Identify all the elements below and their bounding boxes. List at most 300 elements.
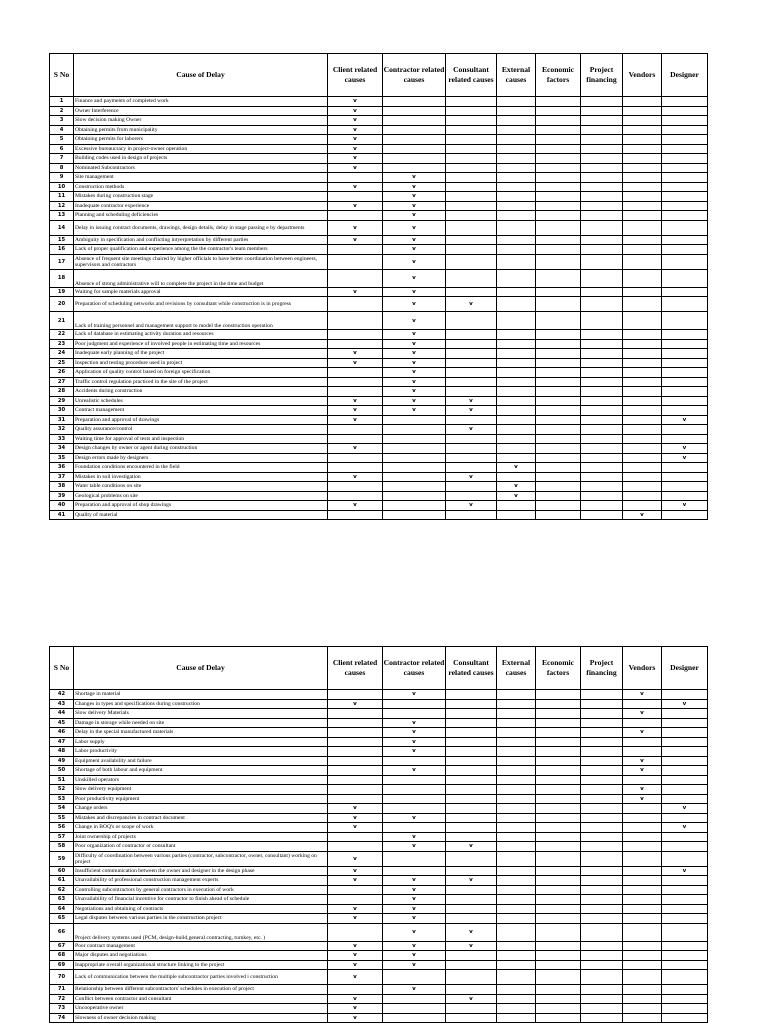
cause-of-delay: Delay in the special manufactured materials — [74, 728, 328, 738]
category-cell — [328, 737, 383, 747]
check-mark: v — [328, 135, 383, 145]
check-mark: v — [383, 960, 446, 970]
category-cell — [581, 876, 623, 886]
row-number: 9 — [50, 173, 74, 183]
check-mark: v — [383, 690, 446, 700]
row-number: 72 — [50, 994, 74, 1004]
check-mark: v — [383, 192, 446, 202]
category-cell — [497, 794, 536, 804]
cause-of-delay: Shortage in material — [74, 690, 328, 700]
category-cell — [581, 885, 623, 895]
row-number: 15 — [50, 235, 74, 245]
check-mark: v — [328, 415, 383, 425]
category-cell — [328, 923, 383, 941]
header-consultant: Consultant related causes — [446, 54, 497, 97]
category-cell — [581, 823, 623, 833]
cause-of-delay: Mistakes and discrepancies in contract document — [74, 813, 328, 823]
category-cell — [383, 794, 446, 804]
category-cell — [446, 766, 497, 776]
category-cell — [581, 1004, 623, 1014]
check-mark: v — [383, 813, 446, 823]
category-cell — [662, 960, 708, 970]
row-number: 18 — [50, 269, 74, 287]
check-mark: v — [383, 876, 446, 886]
check-mark: v — [383, 349, 446, 359]
category-cell — [623, 941, 662, 951]
row-number: 53 — [50, 794, 74, 804]
cause-of-delay: Controlling subcontractors by general contractors in execution of work — [74, 885, 328, 895]
row-number: 56 — [50, 823, 74, 833]
category-cell — [623, 904, 662, 914]
row-number: 71 — [50, 985, 74, 995]
row-number: 28 — [50, 387, 74, 397]
category-cell — [328, 728, 383, 738]
category-cell — [497, 1004, 536, 1014]
category-cell — [623, 804, 662, 814]
category-cell — [662, 756, 708, 766]
category-cell — [497, 866, 536, 876]
category-cell — [662, 851, 708, 866]
header-client: Client related causes — [328, 647, 383, 690]
table-row — [50, 994, 708, 1004]
cause-of-delay: Insufficient communication between the owner and designer in the design phase — [74, 866, 328, 876]
category-cell — [446, 747, 497, 757]
row-number: 60 — [50, 866, 74, 876]
category-cell — [623, 985, 662, 995]
cause-of-delay: Ambiguity in specification and conflicting intyerpretation by different parties — [74, 235, 328, 245]
category-cell — [497, 960, 536, 970]
category-cell — [497, 970, 536, 985]
row-number: 45 — [50, 718, 74, 728]
category-cell — [662, 1013, 708, 1023]
cause-of-delay: Inadequate contractor experience — [74, 201, 328, 211]
category-cell — [662, 766, 708, 776]
check-mark: v — [383, 254, 446, 269]
category-cell — [446, 785, 497, 795]
table-row — [50, 747, 708, 757]
cause-of-delay: Lack of training personnel and management support to model the construction operation — [74, 312, 328, 330]
category-cell — [328, 985, 383, 995]
table-header-row — [50, 647, 708, 690]
category-cell — [497, 914, 536, 924]
cause-of-delay: Preparation of scheduling networks and revisions by consultant while construction is in progress — [74, 297, 328, 312]
cause-of-delay: Negotiations and obtaining of contracts — [74, 904, 328, 914]
check-mark: v — [662, 444, 708, 454]
category-cell — [662, 895, 708, 905]
cause-of-delay: Lack of database in estimating activity duration and resources — [74, 330, 328, 340]
table-row — [50, 756, 708, 766]
check-mark: v — [328, 501, 383, 511]
category-cell — [623, 823, 662, 833]
check-mark: v — [383, 220, 446, 235]
check-mark: v — [623, 510, 662, 520]
category-cell — [581, 737, 623, 747]
check-mark: v — [328, 97, 383, 107]
row-number: 57 — [50, 832, 74, 842]
category-cell — [446, 985, 497, 995]
category-cell — [383, 1013, 446, 1023]
row-number: 66 — [50, 923, 74, 941]
category-cell — [581, 960, 623, 970]
row-number: 46 — [50, 728, 74, 738]
category-cell — [623, 970, 662, 985]
category-cell — [581, 904, 623, 914]
row-number: 1 — [50, 97, 74, 107]
check-mark: v — [446, 396, 497, 406]
category-cell — [623, 842, 662, 852]
category-cell — [581, 985, 623, 995]
row-number: 14 — [50, 220, 74, 235]
cause-of-delay: Owner Interference — [74, 106, 328, 116]
cause-of-delay: Changes in types and specifications during construction — [74, 699, 328, 709]
category-cell — [383, 1004, 446, 1014]
check-mark: v — [446, 425, 497, 435]
category-cell — [383, 970, 446, 985]
category-cell — [383, 866, 446, 876]
category-cell — [536, 699, 581, 709]
category-cell — [383, 994, 446, 1004]
cause-of-delay: Unavailability of professional construction management experts — [74, 876, 328, 886]
category-cell — [536, 994, 581, 1004]
table-row — [50, 885, 708, 895]
cause-of-delay: Slowness of owner decision making — [74, 1013, 328, 1023]
row-number: 59 — [50, 851, 74, 866]
cause-of-delay: Equipment availability and failure — [74, 756, 328, 766]
cause-of-delay: Planning and scheduling deficiencies — [74, 211, 328, 221]
row-number: 5 — [50, 135, 74, 145]
category-cell — [328, 690, 383, 700]
check-mark: v — [383, 339, 446, 349]
category-cell — [446, 718, 497, 728]
check-mark: v — [328, 866, 383, 876]
category-cell — [581, 756, 623, 766]
category-cell — [497, 1013, 536, 1023]
category-cell — [536, 766, 581, 776]
cause-of-delay: Quality of material — [74, 510, 328, 520]
cause-of-delay: Lack of proper qualification and experience among the the contractor's team members — [74, 245, 328, 255]
category-cell — [662, 785, 708, 795]
category-cell — [536, 866, 581, 876]
cause-of-delay: Conflict between contractor and consultant — [74, 994, 328, 1004]
cause-of-delay: Foundation conditions encountered in the field — [74, 463, 328, 473]
category-cell — [497, 823, 536, 833]
cause-of-delay: Project delivery systems used (PCM, design-build,general contracting, turnkey, etc. ) — [74, 923, 328, 941]
check-mark: v — [328, 1004, 383, 1014]
check-mark: v — [662, 453, 708, 463]
category-cell — [581, 1013, 623, 1023]
row-number: 22 — [50, 330, 74, 340]
check-mark: v — [446, 842, 497, 852]
category-cell — [497, 941, 536, 951]
check-mark: v — [383, 406, 446, 416]
category-cell — [446, 813, 497, 823]
category-cell — [623, 832, 662, 842]
table-row — [50, 904, 708, 914]
category-cell — [497, 766, 536, 776]
table-row — [50, 718, 708, 728]
check-mark: v — [328, 116, 383, 126]
check-mark: v — [446, 941, 497, 951]
table-row — [50, 690, 708, 700]
row-number: 7 — [50, 154, 74, 164]
check-mark: v — [383, 985, 446, 995]
category-cell — [383, 709, 446, 719]
category-cell — [662, 794, 708, 804]
row-number: 13 — [50, 211, 74, 221]
check-mark: v — [328, 201, 383, 211]
category-cell — [446, 914, 497, 924]
table-row — [50, 766, 708, 776]
header-vendors: Vendors — [623, 647, 662, 690]
category-cell — [328, 794, 383, 804]
category-cell — [536, 756, 581, 766]
category-cell — [581, 895, 623, 905]
category-cell — [623, 866, 662, 876]
header-economic: Economic factors — [536, 647, 581, 690]
category-cell — [581, 728, 623, 738]
category-cell — [383, 756, 446, 766]
category-cell — [383, 699, 446, 709]
category-cell — [623, 960, 662, 970]
category-cell — [446, 832, 497, 842]
category-cell — [446, 970, 497, 985]
check-mark: v — [383, 737, 446, 747]
header-vendors: Vendors — [623, 54, 662, 97]
category-cell — [662, 1004, 708, 1014]
table-row — [50, 794, 708, 804]
check-mark: v — [383, 201, 446, 211]
header-economic: Economic factors — [536, 54, 581, 97]
category-cell — [383, 804, 446, 814]
row-number: 52 — [50, 785, 74, 795]
header-sno: S No — [50, 54, 74, 97]
category-cell — [662, 885, 708, 895]
check-mark: v — [328, 154, 383, 164]
row-number: 23 — [50, 339, 74, 349]
header-financing: Project financing — [581, 54, 623, 97]
check-mark: v — [383, 287, 446, 297]
table-body-2 — [50, 690, 708, 1023]
table-row — [50, 951, 708, 961]
row-number: 50 — [50, 766, 74, 776]
category-cell — [328, 895, 383, 905]
check-mark: v — [383, 235, 446, 245]
category-cell — [497, 804, 536, 814]
row-number: 33 — [50, 434, 74, 444]
category-cell — [623, 1013, 662, 1023]
check-mark: v — [623, 709, 662, 719]
category-cell — [662, 813, 708, 823]
check-mark: v — [328, 813, 383, 823]
category-cell — [383, 851, 446, 866]
row-number: 73 — [50, 1004, 74, 1014]
category-cell — [536, 895, 581, 905]
header-contractor: Contractor related causes — [383, 647, 446, 690]
category-cell — [536, 985, 581, 995]
category-cell — [581, 709, 623, 719]
row-number: 61 — [50, 876, 74, 886]
row-number: 63 — [50, 895, 74, 905]
category-cell — [536, 1004, 581, 1014]
category-cell — [662, 951, 708, 961]
row-number: 36 — [50, 463, 74, 473]
check-mark: v — [328, 823, 383, 833]
table-row — [50, 823, 708, 833]
row-number: 54 — [50, 804, 74, 814]
category-cell — [497, 718, 536, 728]
cause-of-delay: Poor judgment and experience of involved people in estimating time and resources — [74, 339, 328, 349]
category-cell — [446, 737, 497, 747]
cause-of-delay: Labor productivity — [74, 747, 328, 757]
category-cell — [328, 709, 383, 719]
check-mark: v — [328, 144, 383, 154]
category-cell — [536, 737, 581, 747]
row-number: 74 — [50, 1013, 74, 1023]
header-sno: S No — [50, 647, 74, 690]
category-cell — [497, 904, 536, 914]
check-mark: v — [328, 914, 383, 924]
row-number: 27 — [50, 377, 74, 387]
category-cell — [328, 718, 383, 728]
category-cell — [662, 914, 708, 924]
cause-of-delay: Slow delivery equipment — [74, 785, 328, 795]
cause-of-delay: Mistakes during construction stage — [74, 192, 328, 202]
category-cell — [446, 823, 497, 833]
category-cell — [446, 960, 497, 970]
check-mark: v — [328, 287, 383, 297]
cause-of-delay: Quality assurance/control — [74, 425, 328, 435]
category-cell — [497, 842, 536, 852]
category-cell — [662, 994, 708, 1004]
category-cell — [446, 709, 497, 719]
cause-of-delay: Change orders — [74, 804, 328, 814]
category-cell — [581, 866, 623, 876]
cause-of-delay: Obtaining permits for laborers — [74, 135, 328, 145]
cause-of-delay: Design errors made by designers — [74, 453, 328, 463]
check-mark: v — [446, 876, 497, 886]
table-row — [50, 970, 708, 985]
table-row — [50, 960, 708, 970]
category-cell — [662, 970, 708, 985]
category-cell — [497, 690, 536, 700]
category-cell — [623, 1004, 662, 1014]
check-mark: v — [328, 406, 383, 416]
category-cell — [623, 775, 662, 785]
check-mark: v — [446, 501, 497, 511]
check-mark: v — [328, 960, 383, 970]
table-row — [50, 1004, 708, 1014]
cause-of-delay: Inadequate early planning of the project — [74, 349, 328, 359]
category-cell — [662, 941, 708, 951]
cause-of-delay: Difficulty of coordination between various parties (contractor, subcontractor, owner, consultant) working on project — [74, 851, 328, 866]
cause-of-delay: Waiting for sample materials approval — [74, 287, 328, 297]
row-number: 58 — [50, 842, 74, 852]
table-row — [50, 728, 708, 738]
category-cell — [536, 842, 581, 852]
row-number: 3 — [50, 116, 74, 126]
row-number: 41 — [50, 510, 74, 520]
row-number: 21 — [50, 312, 74, 330]
cause-of-delay: Relationship between different subcontractors' schedules in execution of project — [74, 985, 328, 995]
cause-of-delay: Slow decision making Owner — [74, 116, 328, 126]
cause-of-delay: Poor productivity equipment — [74, 794, 328, 804]
category-cell — [536, 775, 581, 785]
category-cell — [536, 832, 581, 842]
category-cell — [446, 851, 497, 866]
cause-of-delay: Damage in storage while needed on site — [74, 718, 328, 728]
check-mark: v — [497, 463, 536, 473]
check-mark: v — [446, 472, 497, 482]
row-number: 70 — [50, 970, 74, 985]
category-cell — [623, 747, 662, 757]
check-mark: v — [328, 349, 383, 359]
row-number: 39 — [50, 491, 74, 501]
delay-causes-table-2 — [49, 646, 708, 1023]
category-cell — [662, 775, 708, 785]
category-cell — [581, 775, 623, 785]
category-cell — [536, 728, 581, 738]
category-cell — [497, 756, 536, 766]
check-mark: v — [383, 951, 446, 961]
category-cell — [383, 775, 446, 785]
category-cell — [581, 794, 623, 804]
row-number: 26 — [50, 368, 74, 378]
category-cell — [497, 737, 536, 747]
check-mark: v — [383, 396, 446, 406]
cause-of-delay: Traffic control regulation practiced in the site of the project — [74, 377, 328, 387]
check-mark: v — [328, 1013, 383, 1023]
cause-of-delay: Excessive bureaucracy in project-owner operation — [74, 144, 328, 154]
table-row — [50, 866, 708, 876]
cause-of-delay: Construction methods — [74, 182, 328, 192]
check-mark: v — [383, 832, 446, 842]
cause-of-delay: Joint ownership of projects — [74, 832, 328, 842]
category-cell — [536, 804, 581, 814]
table-row — [50, 895, 708, 905]
category-cell — [536, 747, 581, 757]
cause-of-delay: Design changes by owner or agent during construction — [74, 444, 328, 454]
category-cell — [497, 851, 536, 866]
category-cell — [446, 895, 497, 905]
table-row — [50, 941, 708, 951]
cause-of-delay: Legal disputes between various parties in the construction project — [74, 914, 328, 924]
row-number: 19 — [50, 287, 74, 297]
category-cell — [328, 766, 383, 776]
row-number: 67 — [50, 941, 74, 951]
category-cell — [662, 842, 708, 852]
category-cell — [581, 970, 623, 985]
category-cell — [623, 895, 662, 905]
category-cell — [581, 994, 623, 1004]
category-cell — [328, 747, 383, 757]
cause-of-delay: Building codes used in design of projects — [74, 154, 328, 164]
category-cell — [446, 794, 497, 804]
category-cell — [536, 690, 581, 700]
cause-of-delay: Poor contract management — [74, 941, 328, 951]
category-cell — [623, 994, 662, 1004]
check-mark: v — [328, 125, 383, 135]
row-number: 47 — [50, 737, 74, 747]
check-mark: v — [328, 951, 383, 961]
category-cell — [536, 970, 581, 985]
check-mark: v — [446, 994, 497, 1004]
row-number: 30 — [50, 406, 74, 416]
check-mark: v — [446, 923, 497, 941]
row-number: 44 — [50, 709, 74, 719]
category-cell — [623, 699, 662, 709]
row-number: 62 — [50, 885, 74, 895]
category-cell — [497, 951, 536, 961]
